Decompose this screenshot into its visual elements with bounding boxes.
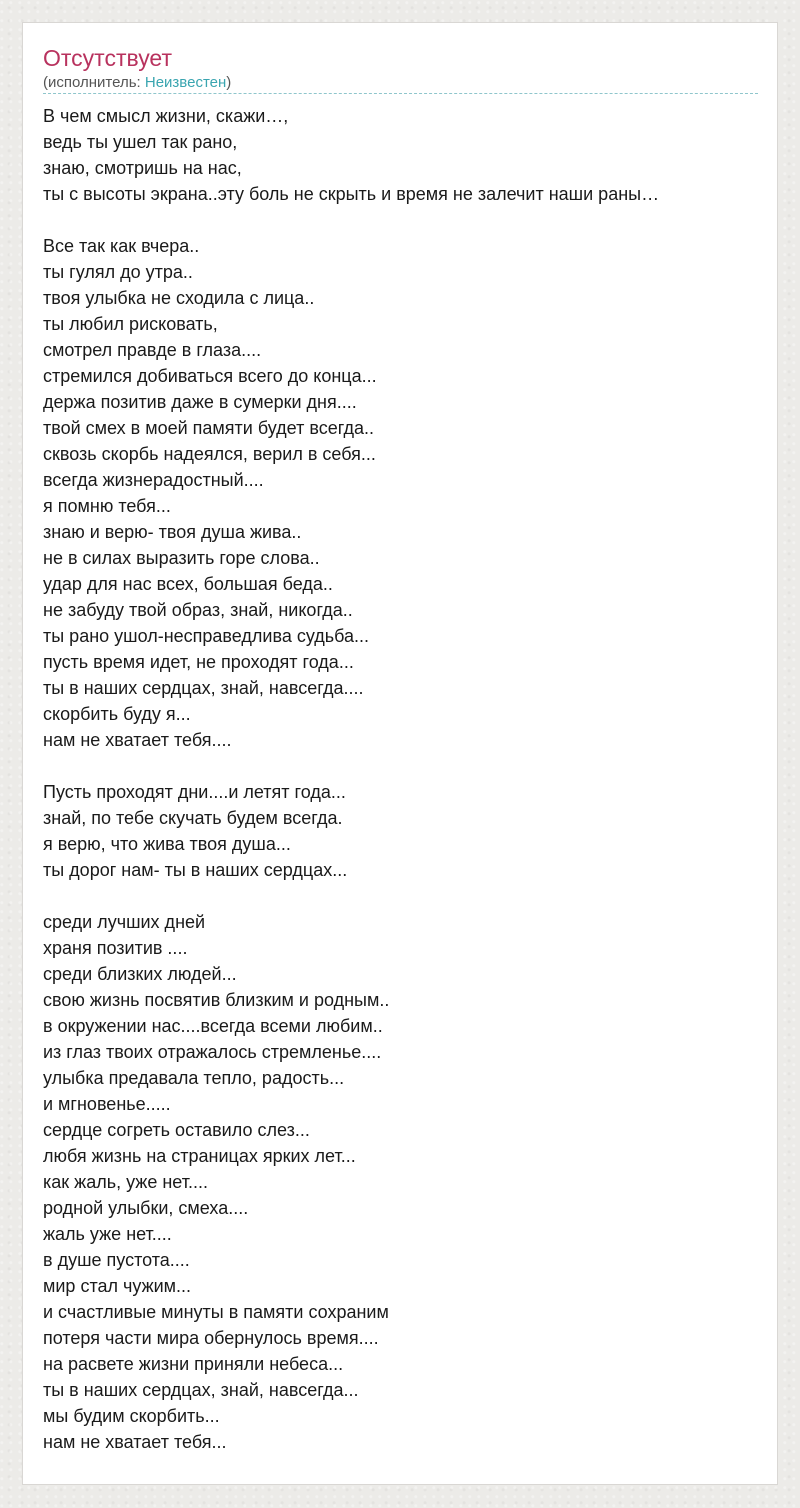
lyrics-line: храня позитив .... bbox=[43, 938, 188, 958]
lyrics-line: твой смех в моей памяти будет всегда.. bbox=[43, 418, 374, 438]
lyrics-line: и счастливые минуты в памяти сохраним bbox=[43, 1302, 389, 1322]
lyrics-stanza bbox=[43, 779, 763, 883]
lyrics-line: ты гулял до утра.. bbox=[43, 262, 193, 282]
lyrics-line: Пусть проходят дни....и летят года... bbox=[43, 782, 346, 802]
lyrics-line: ты дорог нам- ты в наших сердцах... bbox=[43, 860, 348, 880]
lyrics-line: улыбка предавала тепло, радость... bbox=[43, 1068, 345, 1088]
lyrics-line: смотрел правде в глаза.... bbox=[43, 340, 262, 360]
lyrics-line: удар для нас всех, большая беда.. bbox=[43, 574, 333, 594]
lyrics-line: среди близких людей... bbox=[43, 964, 237, 984]
lyrics-line: мы будим скорбить... bbox=[43, 1406, 220, 1426]
lyrics-line: жаль уже нет.... bbox=[43, 1224, 172, 1244]
lyrics-line: потеря части мира обернулось время.... bbox=[43, 1328, 379, 1348]
artist-link[interactable]: Неизвестен bbox=[144, 74, 227, 91]
lyrics-stanza bbox=[43, 233, 763, 753]
lyrics-line: я верю, что жива твоя душа... bbox=[43, 834, 291, 854]
lyrics-line: не в силах выразить горе слова.. bbox=[43, 548, 320, 568]
lyrics-line: ты в наших сердцах, знай, навсегда... bbox=[43, 1380, 359, 1400]
lyrics-line: знай, по тебе скучать будем всегда. bbox=[43, 808, 343, 828]
lyrics-line: я помню тебя... bbox=[43, 496, 171, 516]
song-title: Отсутствует bbox=[43, 45, 172, 71]
lyrics-line: мир стал чужим... bbox=[43, 1276, 192, 1296]
lyrics-line: стремился добиваться всего до конца... bbox=[43, 366, 377, 386]
lyrics-line: не забуду твой образ, знай, никогда.. bbox=[43, 600, 353, 620]
lyrics-line: и мгновенье..... bbox=[43, 1094, 171, 1114]
lyrics-line: Все так как вчера.. bbox=[43, 236, 200, 256]
lyrics-line: скорбить буду я... bbox=[43, 704, 191, 724]
lyrics-line: ты с высоты экрана..эту боль не скрыть и время не залечит наши раны… bbox=[43, 184, 660, 204]
lyrics-stanza bbox=[43, 103, 763, 207]
artist-suffix: ) bbox=[226, 74, 232, 91]
lyrics-line: ты рано ушол-несправедлива судьба... bbox=[43, 626, 370, 646]
lyrics-line: как жаль, уже нет.... bbox=[43, 1172, 208, 1192]
lyrics-line: нам не хватает тебя.... bbox=[43, 730, 232, 750]
lyrics-line: из глаз твоих отражалось стремленье.... bbox=[43, 1042, 382, 1062]
lyrics-line: ты в наших сердцах, знай, навсегда.... bbox=[43, 678, 364, 698]
lyrics-line: держа позитив даже в сумерки дня.... bbox=[43, 392, 357, 412]
lyrics-line: родной улыбки, смеха.... bbox=[43, 1198, 249, 1218]
lyrics-text bbox=[43, 103, 763, 1455]
artist-prefix: (исполнитель: bbox=[43, 74, 145, 91]
lyrics-line: сквозь скорбь надеялся, верил в себя... bbox=[43, 444, 376, 464]
lyrics-line: В чем смысл жизни, скажи…, bbox=[43, 106, 289, 126]
lyrics-line: твоя улыбка не сходила с лица.. bbox=[43, 288, 315, 308]
lyrics-line: среди лучших дней bbox=[43, 912, 206, 932]
lyrics-line: любя жизнь на страницах ярких лет... bbox=[43, 1146, 356, 1166]
lyrics-line: всегда жизнерадостный.... bbox=[43, 470, 264, 490]
lyrics-line: знаю, смотришь на нас, bbox=[43, 158, 242, 178]
lyrics-line: ты любил рисковать, bbox=[43, 314, 218, 334]
lyrics-line: в душе пустота.... bbox=[43, 1250, 190, 1270]
lyrics-line: в окружении нас....всегда всеми любим.. bbox=[43, 1016, 383, 1036]
lyrics-line: свою жизнь посвятив близким и родным.. bbox=[43, 990, 390, 1010]
lyrics-line: сердце согреть оставило слез... bbox=[43, 1120, 310, 1140]
artist-line bbox=[43, 73, 231, 93]
lyrics-line: ведь ты ушел так рано, bbox=[43, 132, 238, 152]
lyrics-line: нам не хватает тебя... bbox=[43, 1432, 227, 1452]
lyrics-stanza bbox=[43, 909, 763, 1455]
header-divider bbox=[43, 93, 758, 94]
lyrics-line: знаю и верю- твоя душа жива.. bbox=[43, 522, 302, 542]
lyrics-card bbox=[22, 22, 778, 1485]
lyrics-line: пусть время идет, не проходят года... bbox=[43, 652, 354, 672]
lyrics-line: на расвете жизни приняли небеса... bbox=[43, 1354, 344, 1374]
